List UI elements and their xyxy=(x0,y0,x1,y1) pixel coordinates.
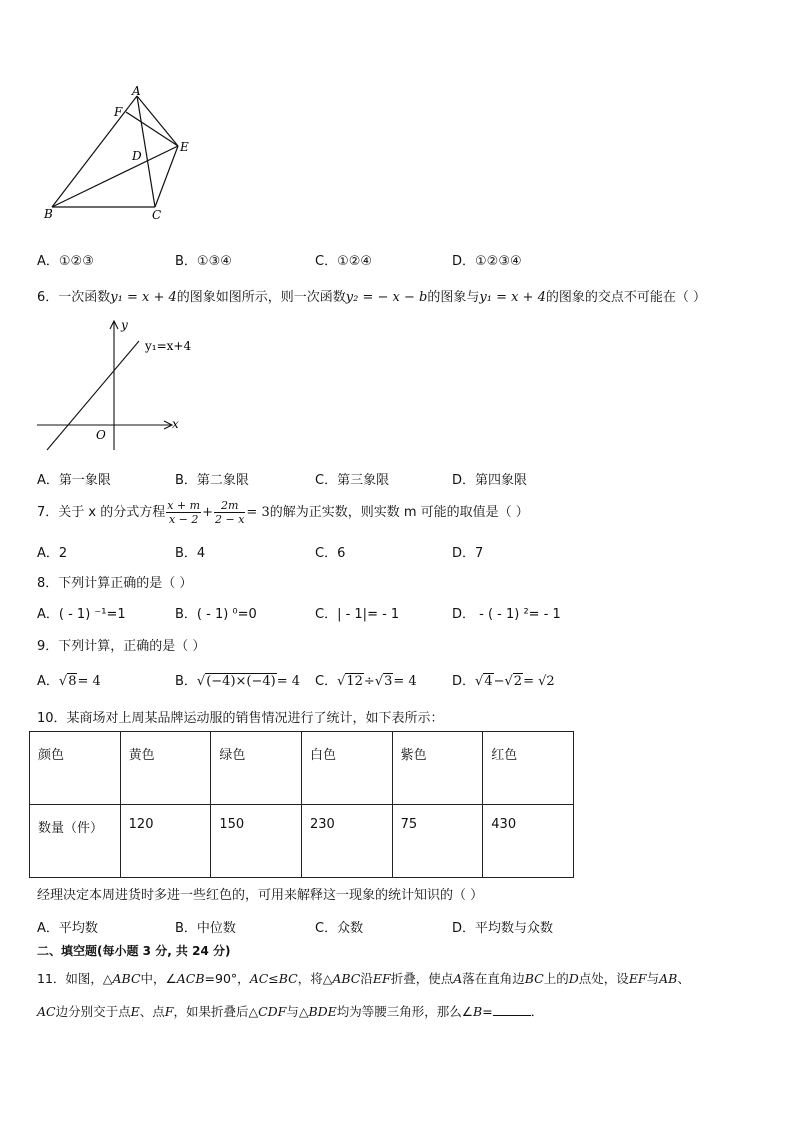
q11-math: CDF xyxy=(258,1004,287,1019)
q10-option-d[interactable]: D．平均数与众数 xyxy=(452,921,554,936)
q7-option-d[interactable]: D．7 xyxy=(452,546,484,561)
q11-text: ，如果折叠后△ xyxy=(173,1004,259,1019)
q11-math: EF xyxy=(628,971,647,986)
q5-option-c[interactable]: C．①②④ xyxy=(315,254,373,269)
q9-option-d[interactable] xyxy=(452,670,555,689)
geometry-figure xyxy=(40,85,210,225)
q11-text: 点处，设 xyxy=(578,971,629,986)
q6-text-2: 的图象如图所示，则一次函数 xyxy=(176,290,346,305)
table-header-cell: 绿色 xyxy=(211,732,302,805)
q11-text: 与 xyxy=(646,971,660,986)
q11-text: 均为等腰三角形，那么∠ xyxy=(336,1004,474,1019)
q5-option-b[interactable]: B．①③④ xyxy=(175,254,232,269)
sales-table xyxy=(29,731,574,878)
q11-text: 落在直角边 xyxy=(462,971,525,986)
q11-math: E xyxy=(130,1004,140,1019)
q11-text: 沿 xyxy=(360,971,373,986)
q9-option-c-label: C． xyxy=(315,674,338,689)
sqrt-symbol: √ xyxy=(337,674,346,689)
q11-math: EF xyxy=(372,971,391,986)
q11-text: = xyxy=(482,1004,493,1019)
segment-ae xyxy=(137,96,178,146)
q11-math: A xyxy=(453,971,463,986)
q5-options xyxy=(37,250,757,270)
table-header-cell: 颜色 xyxy=(30,732,121,805)
table-header-cell: 白色 xyxy=(301,732,392,805)
q11-math: B xyxy=(473,1004,483,1019)
q9-option-c-result: = 4 xyxy=(393,674,417,689)
graph-line-label: y₁=x+4 xyxy=(145,339,192,353)
label-d: D xyxy=(132,149,142,163)
table-row xyxy=(30,805,574,878)
q7-text-pre: 7．关于 x 的分式方程 xyxy=(37,505,166,520)
q9-option-d-result: = √2 xyxy=(523,674,555,689)
q6-option-d[interactable]: D．第四象限 xyxy=(452,473,528,488)
q10-options xyxy=(37,917,757,937)
q11-text: 、 xyxy=(677,971,690,986)
q11-text: 边分别交于点 xyxy=(55,1004,131,1019)
q6-formula-3: y₁ = x + 4 xyxy=(479,290,546,305)
graph-line-y1 xyxy=(47,341,139,450)
q11-math: ABC xyxy=(332,971,361,986)
q9-options xyxy=(37,670,757,690)
q10-option-b[interactable]: B．中位数 xyxy=(175,921,236,936)
q11-math: ACB xyxy=(176,971,205,986)
q9-question: 9．下列计算，正确的是（ ） xyxy=(37,639,206,654)
sqrt-symbol: √ xyxy=(475,674,484,689)
answer-blank[interactable] xyxy=(493,1001,531,1016)
q8-option-b[interactable]: B．( - 1) ⁰=0 xyxy=(175,607,257,622)
q6-text-3: 的图象与 xyxy=(427,290,480,305)
q11-text: ． xyxy=(530,1004,544,1019)
table-cell: 230 xyxy=(301,805,392,878)
table-header-cell: 紫色 xyxy=(392,732,483,805)
q7-equals: = 3 xyxy=(246,505,270,520)
q5-option-a[interactable]: A．①②③ xyxy=(37,254,94,269)
q8-question: 8．下列计算正确的是（ ） xyxy=(37,576,193,591)
q6-option-b[interactable]: B．第二象限 xyxy=(175,473,249,488)
label-a: A xyxy=(132,85,141,98)
q7-fraction-1 xyxy=(166,499,201,526)
q11-text: 折叠，使点 xyxy=(390,971,454,986)
q9-option-d-radicand-1: 4 xyxy=(484,674,493,689)
segment-ba xyxy=(52,96,137,207)
table-cell: 120 xyxy=(120,805,211,878)
q9-option-b-radicand: (−4)×(−4) xyxy=(206,674,276,689)
label-f: F xyxy=(114,105,123,119)
segment-be xyxy=(52,146,178,207)
sqrt-symbol: √ xyxy=(504,674,513,689)
q10-option-a[interactable]: A．平均数 xyxy=(37,921,98,936)
graph-label-y: y xyxy=(121,318,128,332)
table-header-cell: 红色 xyxy=(483,732,574,805)
q7-fraction-1-denominator: x − 2 xyxy=(168,513,199,526)
q9-option-a-radicand: 8 xyxy=(68,674,77,689)
q9-option-c-radicand-1: 12 xyxy=(346,674,363,689)
label-b: B xyxy=(44,207,53,221)
q6-text-1: 一次函数 xyxy=(58,290,111,305)
q9-option-a[interactable] xyxy=(37,670,101,689)
q11-text: ，将△ xyxy=(297,971,333,986)
table-cell: 430 xyxy=(483,805,574,878)
segment-fe xyxy=(126,112,178,146)
q7-fraction-1-numerator: x + m xyxy=(167,499,201,512)
q11-text: 上的 xyxy=(543,971,569,986)
q11-math: AC xyxy=(37,1004,56,1019)
q11-math: AB xyxy=(659,971,678,986)
q11-math: BC xyxy=(524,971,544,986)
q9-option-b-result: = 4 xyxy=(276,674,301,689)
sqrt-symbol: √ xyxy=(58,674,68,689)
q11-text: 与△ xyxy=(286,1004,309,1019)
q7-option-b[interactable]: B．4 xyxy=(175,546,206,561)
q11-math: D xyxy=(568,971,579,986)
q7-text-post: 的解为正实数，则实数 m 可能的取值是（ ） xyxy=(269,505,529,520)
q11-math: ABC xyxy=(112,971,141,986)
q6-formula-1: y₁ = x + 4 xyxy=(110,290,177,305)
label-c: C xyxy=(152,208,162,222)
q8-option-a[interactable]: A．( - 1) ⁻¹=1 xyxy=(37,607,126,622)
q6-question xyxy=(37,286,706,305)
table-row xyxy=(30,732,574,805)
q8-option-d[interactable]: D． - ( - 1) ²= - 1 xyxy=(452,607,561,622)
linear-function-graph xyxy=(35,315,195,455)
table-cell: 75 xyxy=(392,805,483,878)
q6-formula-2: y₂ = − x − b xyxy=(345,290,428,305)
q6-option-a[interactable]: A．第一象限 xyxy=(37,473,111,488)
q11-line-1 xyxy=(37,969,690,987)
q7-fraction-2-numerator: 2m xyxy=(214,499,245,513)
q9-option-c-operator: ÷ xyxy=(363,674,375,689)
table-header-cell: 黄色 xyxy=(120,732,211,805)
q7-option-c[interactable]: C．6 xyxy=(315,546,346,561)
table-cell: 150 xyxy=(211,805,302,878)
table-cell: 数量（件） xyxy=(30,805,121,878)
q6-option-c[interactable]: C．第三象限 xyxy=(315,473,390,488)
q9-option-c-radicand-2: 3 xyxy=(384,674,393,689)
q7-options xyxy=(37,542,757,562)
q9-option-d-radicand-2: 2 xyxy=(513,674,523,689)
q10-option-c[interactable]: C．众数 xyxy=(315,921,364,936)
q11-math: AC≤BC xyxy=(249,971,298,986)
section-heading: 二、填空题(每小题 3 分, 共 24 分) xyxy=(37,944,231,958)
q10-followup: 经理决定本周进货时多进一些红色的，可用来解释这一现象的统计知识的（ ） xyxy=(37,888,484,903)
q9-option-a-result: = 4 xyxy=(77,674,101,689)
q9-option-b[interactable] xyxy=(175,670,300,689)
q9-option-d-label: D． xyxy=(452,674,476,689)
graph-label-x: x xyxy=(172,417,179,431)
q6-number: 6． xyxy=(37,290,59,305)
q8-options xyxy=(37,603,757,623)
q9-option-c[interactable] xyxy=(315,670,417,689)
q8-option-c[interactable]: C．| - 1|= - 1 xyxy=(315,607,400,622)
q11-text: 、点 xyxy=(139,1004,165,1019)
label-e: E xyxy=(180,140,189,154)
q9-option-a-label: A． xyxy=(37,674,59,689)
q11-line-2 xyxy=(37,1001,543,1020)
q7-fraction-2 xyxy=(214,499,245,526)
q5-option-d[interactable]: D．①②③④ xyxy=(452,254,522,269)
sqrt-symbol: √ xyxy=(196,674,206,689)
q7-question xyxy=(37,498,529,528)
q7-option-a[interactable]: A．2 xyxy=(37,546,68,561)
q11-text: 中，∠ xyxy=(140,971,177,986)
q11-text: 11．如图，△ xyxy=(37,971,113,986)
sqrt-symbol: √ xyxy=(374,674,384,689)
q6-text-4: 的图象的交点不可能在（ ） xyxy=(545,290,706,305)
graph-label-origin: O xyxy=(96,428,106,442)
q6-options xyxy=(37,469,757,489)
q11-math: BDE xyxy=(308,1004,337,1019)
q9-option-b-label: B． xyxy=(175,674,197,689)
q10-question: 10．某商场对上周某品牌运动服的销售情况进行了统计，如下表所示： xyxy=(37,711,444,726)
q9-option-d-operator: − xyxy=(493,674,505,689)
q7-plus: + xyxy=(202,505,213,520)
q11-math: F xyxy=(164,1004,174,1019)
q7-fraction-2-denominator: 2 − x xyxy=(215,513,245,526)
q11-text: =90°， xyxy=(204,971,250,986)
